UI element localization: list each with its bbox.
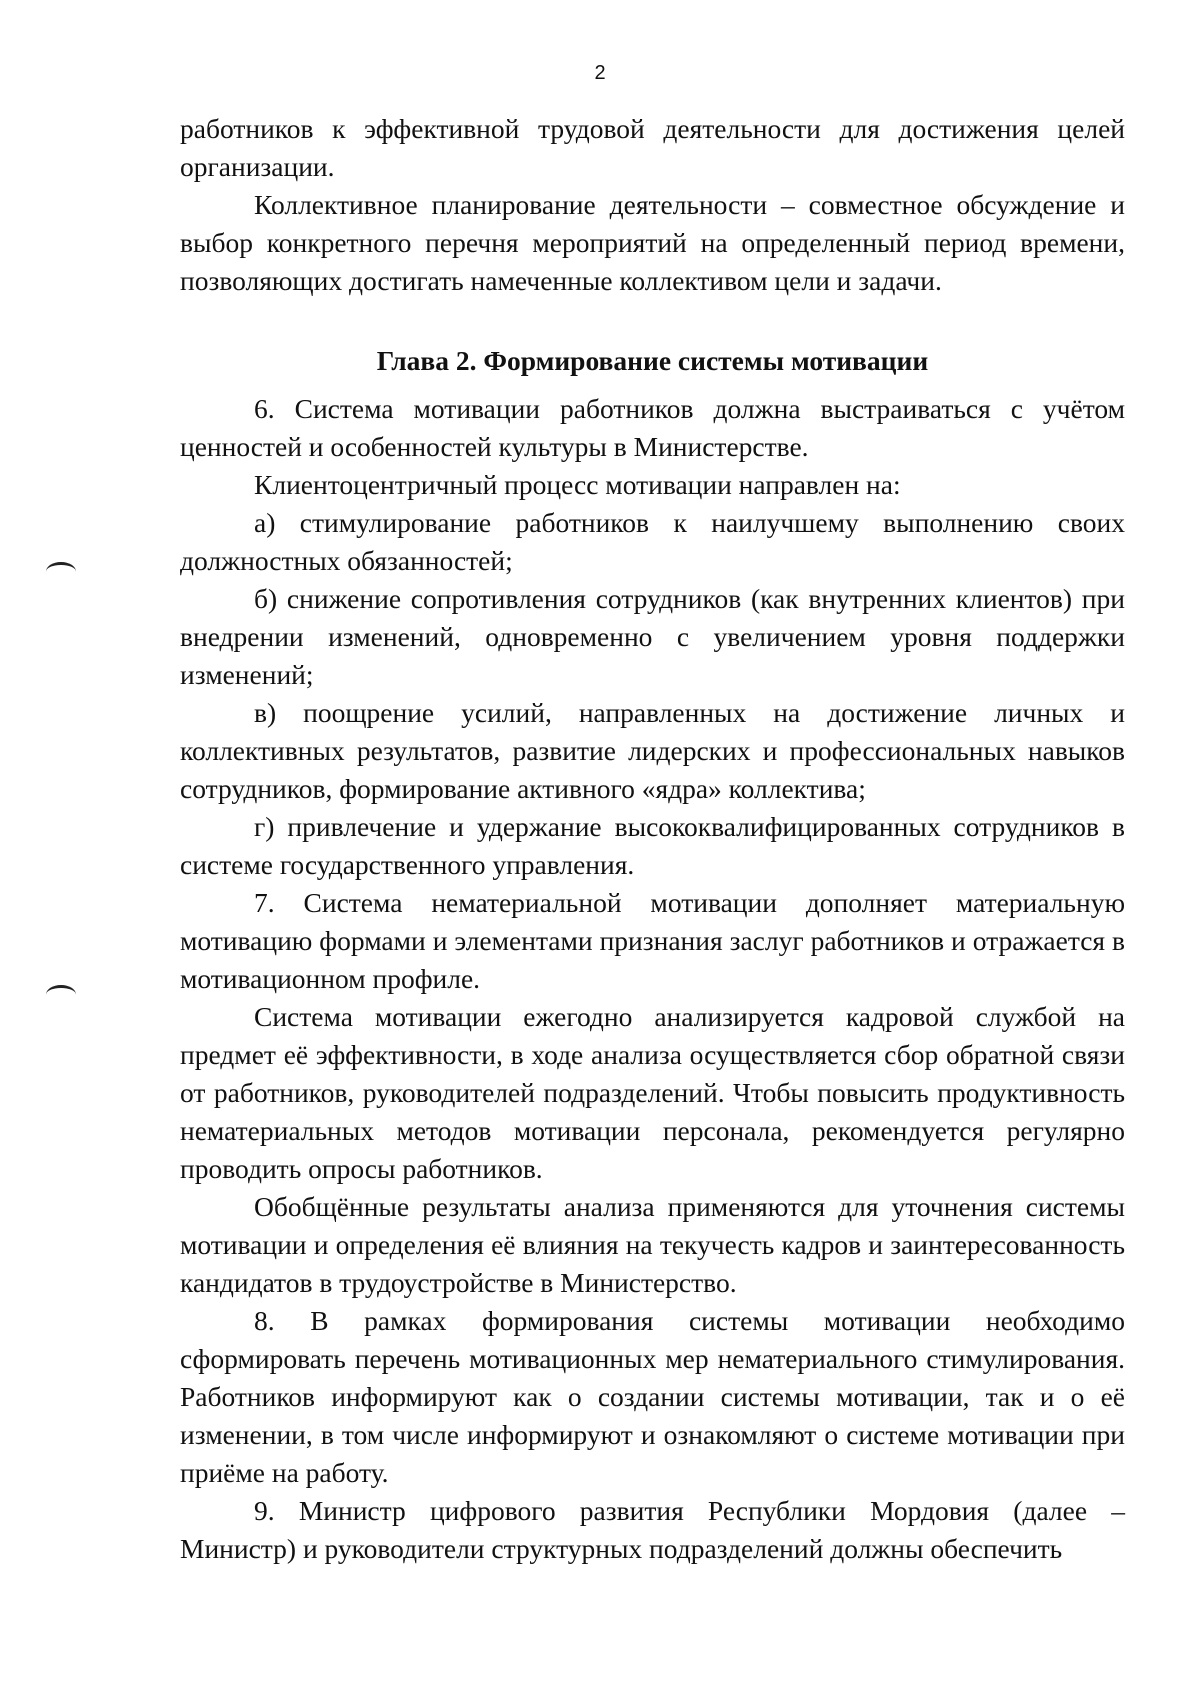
item-7-paragraph-3: Обобщённые результаты анализа применяются для уточнения системы мотивации и определения её влияния на текучесть кадров и заинтересованность кандидатов в трудоустройстве в Министерство. bbox=[180, 1191, 1125, 1298]
item-6-lead: Клиентоцентричный процесс мотивации направлен на: bbox=[254, 469, 901, 500]
binder-hole-mark-bottom bbox=[46, 985, 76, 1004]
chapter-heading: Глава 2. Формирование системы мотивации bbox=[376, 345, 929, 376]
paragraph-continuation: работников к эффективной трудовой деятельности для достижения целей организации. bbox=[180, 113, 1125, 182]
item-9: 9. Министр цифрового развития Республики Мордовия (далее – Министр) и руководители структурных подразделений должны обеспечить bbox=[180, 1495, 1125, 1564]
page-number: 2 bbox=[594, 62, 606, 84]
binder-hole-mark-top bbox=[46, 562, 76, 581]
item-7: 7. Система нематериальной мотивации дополняет материальную мотивацию формами и элементами признания заслуг работников и отражается в мотивационном профиле. bbox=[180, 887, 1125, 994]
item-6-b: б) снижение сопротивления сотрудников (как внутренних клиентов) при внедрении изменений, одновременно с увеличением уровня поддержки изменений; bbox=[180, 583, 1125, 690]
item-6: 6. Система мотивации работников должна выстраиваться с учётом ценностей и особенностей культуры в Министерстве. bbox=[180, 393, 1125, 462]
paragraph-collective-planning: Коллективное планирование деятельности – совместное обсуждение и выбор конкретного перечня мероприятий на определенный период времени, позволяющих достигать намеченные коллективом цели и задачи. bbox=[180, 189, 1125, 296]
item-6-d: г) привлечение и удержание высококвалифицированных сотрудников в системе государственного управления. bbox=[180, 811, 1125, 880]
chapter-body bbox=[180, 390, 1125, 1568]
intro-text bbox=[180, 110, 1125, 300]
item-8: 8. В рамках формирования системы мотивации необходимо сформировать перечень мотивационных мер нематериального стимулирования. Работников информируют как о создании системы мотивации, так и о её изменении, в том числе информируют и ознакомляют о системе мотивации при приёме на работу. bbox=[180, 1305, 1125, 1488]
item-7-paragraph-2: Система мотивации ежегодно анализируется кадровой службой на предмет её эффективности, в ходе анализа осуществляется сбор обратной связи от работников, руководителей подразделений. Чтобы повысить продуктивность нематериальных методов мотивации персонала, рекомендуется регулярно проводить опросы работников. bbox=[180, 1001, 1125, 1184]
item-6-a: а) стимулирование работников к наилучшему выполнению своих должностных обязанностей; bbox=[180, 507, 1125, 576]
item-6-c: в) поощрение усилий, направленных на достижение личных и коллективных результатов, развитие лидерских и профессиональных навыков сотрудников, формирование активного «ядра» коллектива; bbox=[180, 697, 1125, 804]
